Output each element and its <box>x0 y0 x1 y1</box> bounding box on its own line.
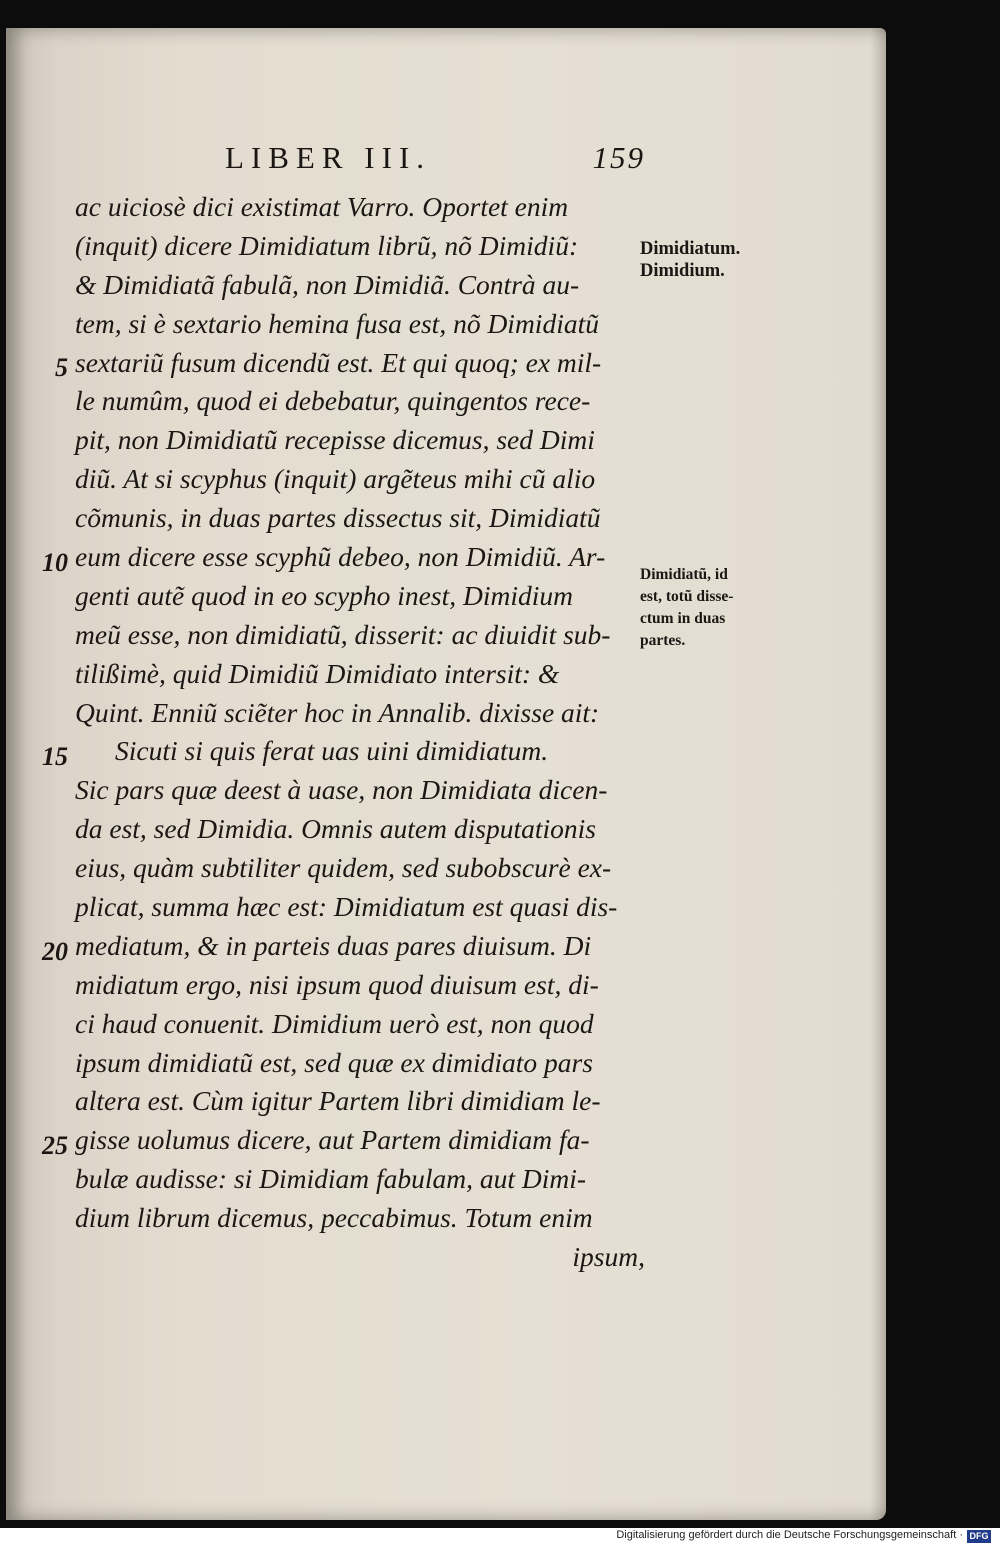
marginal-note-dimidiatum <box>640 238 790 282</box>
text-line: mediatum, & in parteis duas pares diuisum. Di <box>75 929 592 961</box>
text-line: plicat, summa hæc est: Dimidiatum est quasi dis- <box>75 891 618 923</box>
line-number-15: 15 <box>42 742 68 771</box>
text-line: ac uiciosè dici existimat Varro. Oportet enim <box>75 191 569 222</box>
digitization-credit: Digitalisierung gefördert durch die Deutsche Forschungsgemeinschaft · <box>616 1529 963 1541</box>
line-number-25: 25 <box>42 1131 68 1160</box>
text-line: dium librum dicemus, peccabimus. Totum enim <box>75 1202 593 1234</box>
text-line: midiatum ergo, nisi ipsum quod diuisum est, di- <box>75 968 599 1000</box>
text-line: (inquit) dicere Dimidiatum librũ, nõ Dimidiũ: <box>75 229 579 261</box>
text-line: eum dicere esse scyphũ debeo, non Dimidiũ. Ar- <box>75 541 606 573</box>
text-line: meũ esse, non dimidiatũ, disserit: ac diuidit sub- <box>75 618 611 650</box>
dfg-logo: DFG <box>967 1530 991 1543</box>
marginal-note-line: Dimidiatum. <box>640 239 741 259</box>
text-line: eius, quàm subtiliter quidem, sed subobscurè ex- <box>75 852 612 884</box>
marginal-note-line: est, totũ disse- <box>640 588 734 605</box>
running-head <box>225 140 645 180</box>
text-line: gisse uolumus dicere, aut Partem dimidiam fa- <box>75 1124 590 1156</box>
line-number-20: 20 <box>42 937 68 966</box>
marginal-note-line: partes. <box>640 632 686 649</box>
marginal-note-line: Dimidium. <box>640 261 725 281</box>
line-number-5: 5 <box>55 353 68 382</box>
page-number: 159 <box>592 140 645 175</box>
text-line: tilißimè, quid Dimidiũ Dimidiato intersit: & <box>75 657 560 689</box>
show-through-text <box>671 308 871 528</box>
quoted-verse-line: Sicuti si quis ferat uas uini dimidiatum. <box>115 735 549 767</box>
text-line: genti autẽ quod in eo scypho inest, Dimidium <box>75 579 573 611</box>
text-line: tem, si è sextario hemina fusa est, nõ Dimidiatũ <box>75 307 599 339</box>
catchword: ipsum, <box>572 1241 645 1273</box>
text-line: da est, sed Dimidia. Omnis autem disputationis <box>75 813 596 845</box>
text-line: & Dimidiatã fabulã, non Dimidiã. Contrà au- <box>75 268 580 300</box>
text-line: ci haud conuenit. Dimidium uerò est, non quod <box>75 1007 594 1039</box>
text-line: Quint. Enniũ sciẽter hoc in Annalib. dixisse ait: <box>75 696 600 728</box>
text-line: diũ. At si scyphus (inquit) argẽteus mihi cũ alio <box>75 463 596 495</box>
text-line: Sic pars quæ deest à uase, non Dimidiata dicen- <box>75 774 608 806</box>
body-text <box>75 188 645 1277</box>
text-line: bulæ audisse: si Dimidiam fabulam, aut Dimi- <box>75 1163 587 1195</box>
text-line: ipsum dimidiatũ est, sed quæ ex dimidiato pars <box>75 1046 593 1078</box>
text-line: le numûm, quod ei debebatur, quingentos rece- <box>75 385 591 417</box>
marginal-note-line: ctum in duas <box>640 610 726 627</box>
text-line: altera est. Cùm igitur Partem libri dimidiam le- <box>75 1085 601 1117</box>
running-head-title: LIBER III. <box>225 140 432 175</box>
marginal-note-line: Dimidiatũ, id <box>640 566 728 583</box>
text-line: cõmunis, in duas partes dissectus sit, Dimidiatũ <box>75 502 601 534</box>
line-number-10: 10 <box>42 548 68 577</box>
text-line: sextariũ fusum dicendũ est. Et qui quoq; ex mil- <box>75 346 602 378</box>
text-line: pit, non Dimidiatũ recepisse dicemus, sed Dimi <box>75 424 595 456</box>
marginal-note-dimidiatu-id-est <box>640 564 790 652</box>
